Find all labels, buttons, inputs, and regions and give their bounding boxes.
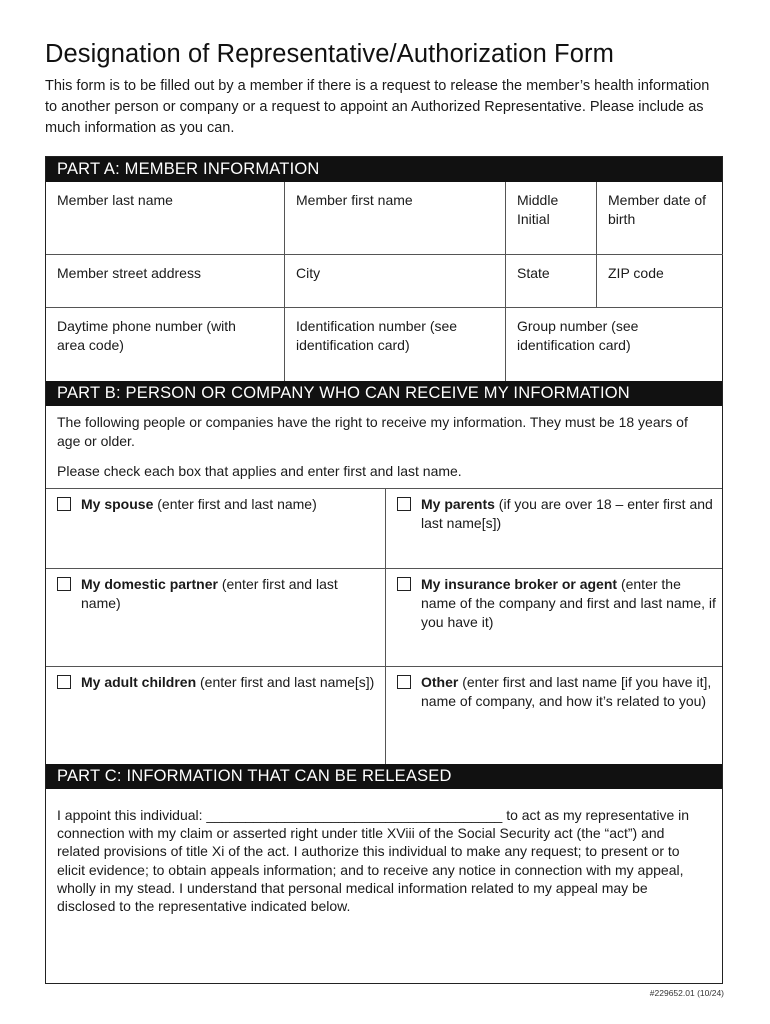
option-parents[interactable]: My parents (if you are over 18 – enter first and last name[s]) [397, 495, 717, 533]
member-first-name-field[interactable]: Member first name [285, 182, 505, 255]
divider [46, 488, 722, 489]
option-adult-children[interactable]: My adult children (enter first and last name[s]) [57, 673, 377, 692]
form-number: #229652.01 (10/24) [649, 988, 724, 998]
option-other[interactable]: Other (enter first and last name [if you have it], name of company, and how it’s related to you) [397, 673, 713, 711]
part-b-instruction: Please check each box that applies and enter first and last name. [57, 463, 462, 479]
divider [505, 182, 506, 381]
member-last-name-field[interactable]: Member last name [46, 182, 284, 255]
divider [284, 182, 285, 381]
divider [385, 488, 386, 764]
city-field[interactable]: City [285, 255, 505, 308]
option-insurance-broker[interactable]: My insurance broker or agent (enter the name of the company and first and last name, if you have it) [397, 575, 717, 632]
form-intro: This form is to be filled out by a member if there is a request to release the member’s health information to another person or company or a request to appoint an Authorized Representative. Please include as much information as you can. [45, 78, 710, 136]
option-domestic-partner[interactable]: My domestic partner (enter first and last name) [57, 575, 377, 613]
parents-checkbox[interactable] [397, 497, 411, 511]
divider [46, 666, 722, 667]
adult-children-checkbox[interactable] [57, 675, 71, 689]
other-checkbox[interactable] [397, 675, 411, 689]
part-b-header: PART B: PERSON OR COMPANY WHO CAN RECEIVE MY INFORMATION [46, 381, 722, 406]
part-a-header: PART A: MEMBER INFORMATION [46, 157, 722, 182]
form-title: Designation of Representative/Authorization Form [45, 40, 614, 68]
state-field[interactable]: State [506, 255, 596, 308]
domestic-partner-checkbox[interactable] [57, 577, 71, 591]
part-b-intro: The following people or companies have the right to receive my information. They must be 18 years of age or older. [57, 414, 688, 449]
part-c-body: I appoint this individual: ______________________________________ to act as my representative in connection with my claim or asserted right under title XViii of the Social Security act (the “act”) and related provisions of title Xi of the act. I authorize this individual to make any request; to present or to elicit evidence; to obtain appeals information; and to receive any notice in connection with my appeal, wholly in my stead. I understand that personal medical information related to my appeal may be disclosed to the representative indicated below. [57, 807, 690, 915]
zip-code-field[interactable]: ZIP code [597, 255, 723, 308]
form-box [45, 156, 723, 984]
divider [46, 568, 722, 569]
daytime-phone-field[interactable]: Daytime phone number (with area code) [57, 318, 236, 353]
part-c-header: PART C: INFORMATION THAT CAN BE RELEASED [46, 764, 722, 789]
insurance-broker-checkbox[interactable] [397, 577, 411, 591]
option-spouse[interactable]: My spouse (enter first and last name) [57, 495, 377, 514]
identification-number-field[interactable]: Identification number (see identification card) [296, 318, 458, 353]
spouse-checkbox[interactable] [57, 497, 71, 511]
street-address-field[interactable]: Member street address [46, 255, 284, 308]
middle-initial-field[interactable]: Middle Initial [506, 182, 596, 255]
divider [596, 182, 597, 308]
date-of-birth-field[interactable]: Member date of birth [597, 182, 723, 255]
group-number-field[interactable]: Group number (see identification card) [517, 318, 639, 353]
